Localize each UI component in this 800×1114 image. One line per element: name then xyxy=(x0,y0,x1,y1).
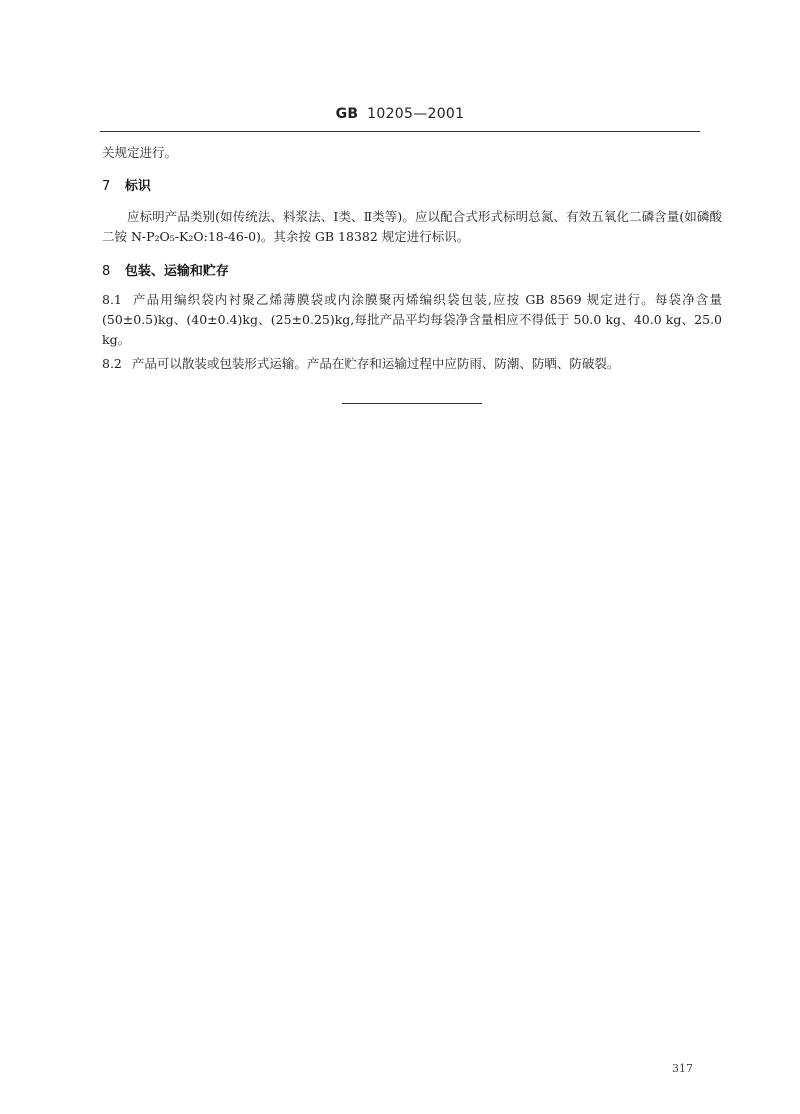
page-number: 317 xyxy=(672,1062,693,1075)
clause-8-1-number: 8.1 xyxy=(102,292,122,307)
header-rule xyxy=(100,131,700,132)
clause-8-2-text: 产品可以散装或包装形式运输。产品在贮存和运输过程中应防雨、防潮、防晒、防破裂。 xyxy=(131,356,620,371)
continued-text: 关规定进行。 xyxy=(102,145,178,160)
clause-8-1-text: 产品用编织袋内衬聚乙烯薄膜袋或内涂膜聚丙烯编织袋包装,应按 GB 8569 规定进行。每袋净含量(50±0.5)kg、(40±0.4)kg、(25±0.25)kg,每批产品平均每袋净含量相应不得低于 50.0 kg、40.0 kg、25.0 kg。 xyxy=(102,292,722,347)
clause-8-2 xyxy=(102,354,722,374)
page-header xyxy=(0,106,800,122)
standard-prefix: GB xyxy=(335,106,359,122)
standard-number: 10205—2001 xyxy=(367,106,465,122)
section-7-heading xyxy=(102,175,151,194)
clause-8-1 xyxy=(102,290,722,350)
section-8-heading xyxy=(102,260,229,279)
clause-8-2-number: 8.2 xyxy=(102,356,122,371)
section-8-title: 包装、运输和贮存 xyxy=(124,264,229,279)
section-7-title: 标识 xyxy=(124,179,151,194)
section-7-paragraph: 应标明产品类别(如传统法、料浆法、Ⅰ类、Ⅱ类等)。应以配合式形式标明总氮、有效五氧化二磷含量(如磷酸二铵 N-P₂O₅-K₂O:18-46-0)。其余按 GB 18382 规定进行标识。 xyxy=(102,209,722,244)
section-7-number: 7 xyxy=(102,179,111,194)
end-of-document-rule xyxy=(342,403,482,404)
section-8-number: 8 xyxy=(102,264,111,279)
